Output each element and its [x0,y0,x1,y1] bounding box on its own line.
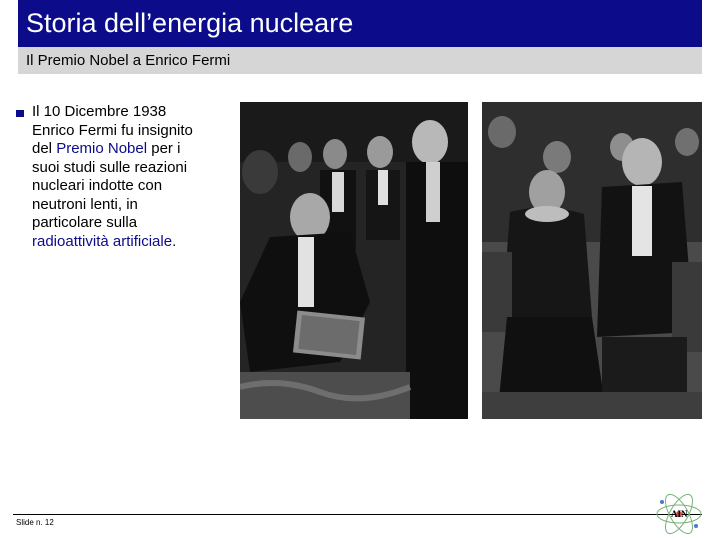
ain-logo [654,492,704,536]
footer-rule [13,514,702,515]
bullet-text-after: . [172,232,177,250]
premio-nobel-link[interactable]: Premio Nobel [56,140,148,157]
bullet-paragraph [32,103,212,251]
title-bar [18,0,702,47]
fermi-seated-photo [482,102,702,419]
logo-text: AIN [671,509,688,519]
bullet-text-before: Il 10 Dicembre 1938 Enrico Fermi fu insignito del [32,103,193,157]
slide-title: Storia dell’energia nucleare [26,8,354,38]
slide-subtitle: Il Premio Nobel a Enrico Fermi [26,52,231,69]
nobel-ceremony-photo [240,102,468,419]
subtitle-bar [18,47,702,74]
slide-number: Slide n. 12 [16,518,54,527]
bullet-text-middle: per i suoi studi sulle reazioni nucleari indotte con neutroni lenti, in particolare sulla [32,140,188,231]
bullet-square-icon [16,110,24,117]
radioattivita-link[interactable]: radioattività artificiale [32,232,173,250]
